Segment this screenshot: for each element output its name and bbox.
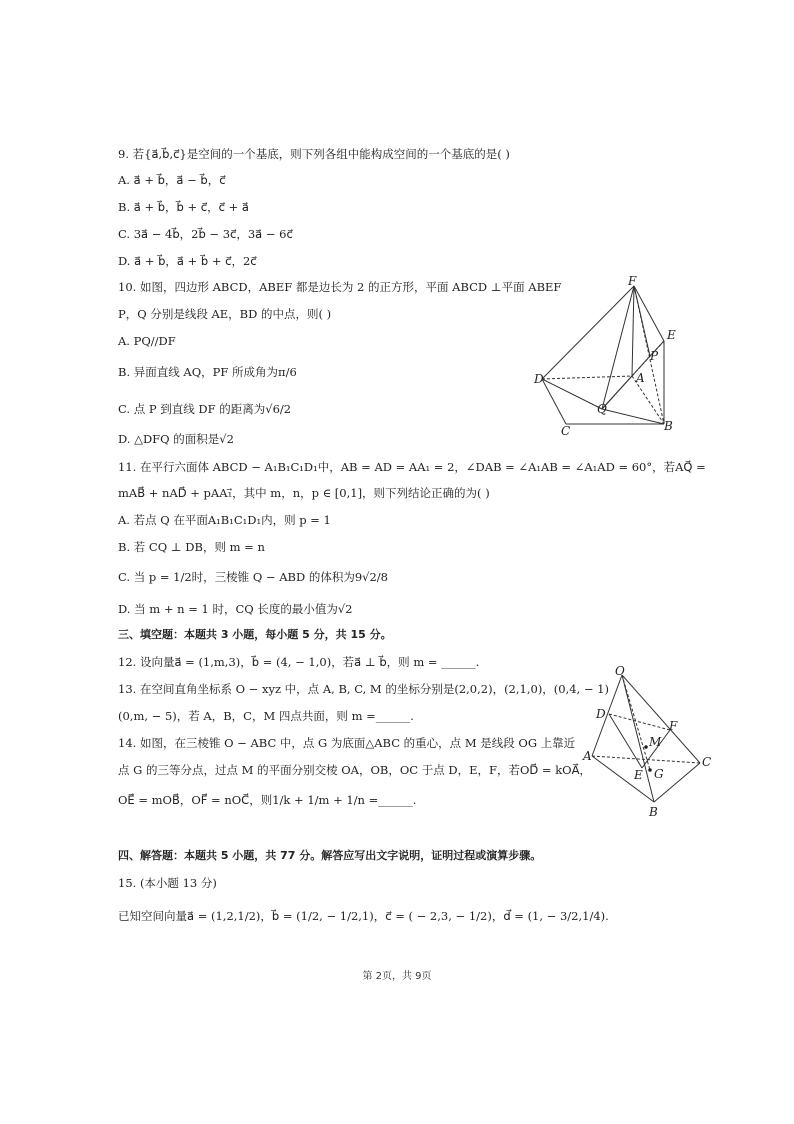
label-q: Q <box>597 402 607 416</box>
q10-option-c: C. 点 P 到直线 DF 的距离为√6/2 <box>118 402 292 416</box>
q11-option-a: A. 若点 Q 在平面A₁B₁C₁D₁内，则 p = 1 <box>118 513 331 527</box>
section-answer-heading: 四、解答题：本题共 5 小题，共 77 分。解答应写出文字说明，证明过程或演算步骤。 <box>118 849 542 862</box>
label-b: B <box>664 419 673 433</box>
q11-stem-line2: mAB⃗ + nAD⃗ + pAA₁⃗，其中 m，n，p ∈ [0,1]，则下列结论正确的为( ) <box>118 486 490 500</box>
q12-text: 12. 设向量a⃗ = (1,m,3)，b⃗ = (4, − 1,0)，若a⃗ ⊥ b⃗，则 m = ______. <box>118 655 480 669</box>
label-c: C <box>561 424 571 438</box>
label-a: A <box>583 749 592 763</box>
label-f: F <box>669 719 678 733</box>
q9-stem: 9. 若{a⃗,b⃗,c⃗}是空间的一个基底，则下列各组中能构成空间的一个基底的是( ) <box>118 147 510 161</box>
label-g: G <box>654 767 664 781</box>
q10-option-d: D. △DFQ 的面积是√2 <box>118 432 234 446</box>
q14-line2: 点 G 的三等分点，过点 M 的平面分别交棱 OA，OB，OC 于点 D，E，F，若OD⃗ = kOA⃗， <box>118 763 591 777</box>
label-e: E <box>667 328 676 342</box>
q11-option-c: C. 当 p = 1/2时，三棱锥 Q − ABD 的体积为9√2/8 <box>118 570 388 584</box>
label-c: C <box>702 755 712 769</box>
label-m: M <box>649 735 662 749</box>
q15-head: 15. (本小题 13 分) <box>118 876 217 890</box>
q14-figure <box>580 662 716 820</box>
page-footer: 第 2页，共 9页 <box>362 971 432 982</box>
q9-option-b: B. a⃗ + b⃗，b⃗ + c⃗，c⃗ + a⃗ <box>118 200 249 214</box>
q9-option-d: D. a⃗ + b⃗，a⃗ + b⃗ + c⃗，2c⃗ <box>118 254 257 268</box>
q11-option-b: B. 若 CQ ⊥ DB，则 m = n <box>118 540 265 554</box>
q9-option-c: C. 3a⃗ − 4b⃗，2b⃗ − 3c⃗，3a⃗ − 6c⃗ <box>118 227 293 241</box>
label-d: D <box>534 372 544 386</box>
q11-stem-line1: 11. 在平行六面体 ABCD − A₁B₁C₁D₁中，AB = AD = AA₁ = 2，∠DAB = ∠A₁AB = ∠A₁AD = 60°，若AQ⃗ = <box>118 460 706 474</box>
label-e: E <box>634 768 643 782</box>
q10-figure <box>530 272 690 438</box>
q13-line1: 13. 在空间直角坐标系 O − xyz 中，点 A, B, C, M 的坐标分别是(2,0,2)，(2,1,0)，(0,4, − 1) <box>118 682 609 696</box>
q14-line3: OE⃗ = mOB⃗，OF⃗ = nOC⃗，则1/k + 1/m + 1/n =______. <box>118 793 417 807</box>
q10-stem-line2: P，Q 分别是线段 AE，BD 的中点，则( ) <box>118 307 332 321</box>
q14-line1: 14. 如图，在三棱锥 O − ABC 中，点 G 为底面△ABC 的重心，点 M 是线段 OG 上靠近 <box>118 736 576 750</box>
q10-option-b: B. 异面直线 AQ，PF 所成角为π/6 <box>118 365 297 379</box>
label-a: A <box>636 371 645 385</box>
section-fill-in-heading: 三、填空题：本题共 3 小题，每小题 5 分，共 15 分。 <box>118 628 392 641</box>
q9-option-a: A. a⃗ + b⃗，a⃗ − b⃗，c⃗ <box>118 173 226 187</box>
q13-line2: (0,m, − 5)，若 A，B，C，M 四点共面，则 m =______. <box>118 709 414 723</box>
label-d: D <box>596 707 606 721</box>
q10-stem-line1: 10. 如图，四边形 ABCD，ABEF 都是边长为 2 的正方形，平面 ABCD ⊥平面 ABEF <box>118 280 562 294</box>
label-b: B <box>649 805 658 819</box>
label-p: P <box>650 349 659 363</box>
label-o: O <box>615 664 625 678</box>
q11-option-d: D. 当 m + n = 1 时，CQ 长度的最小值为√2 <box>118 602 353 616</box>
q15-body: 已知空间向量a⃗ = (1,2,1/2)，b⃗ = (1/2, − 1/2,1)，c⃗ = ( − 2,3, − 1/2)，d⃗ = (1, − 3/2,1/4). <box>118 909 609 923</box>
label-f: F <box>628 274 637 288</box>
q10-option-a: A. PQ//DF <box>118 334 176 348</box>
